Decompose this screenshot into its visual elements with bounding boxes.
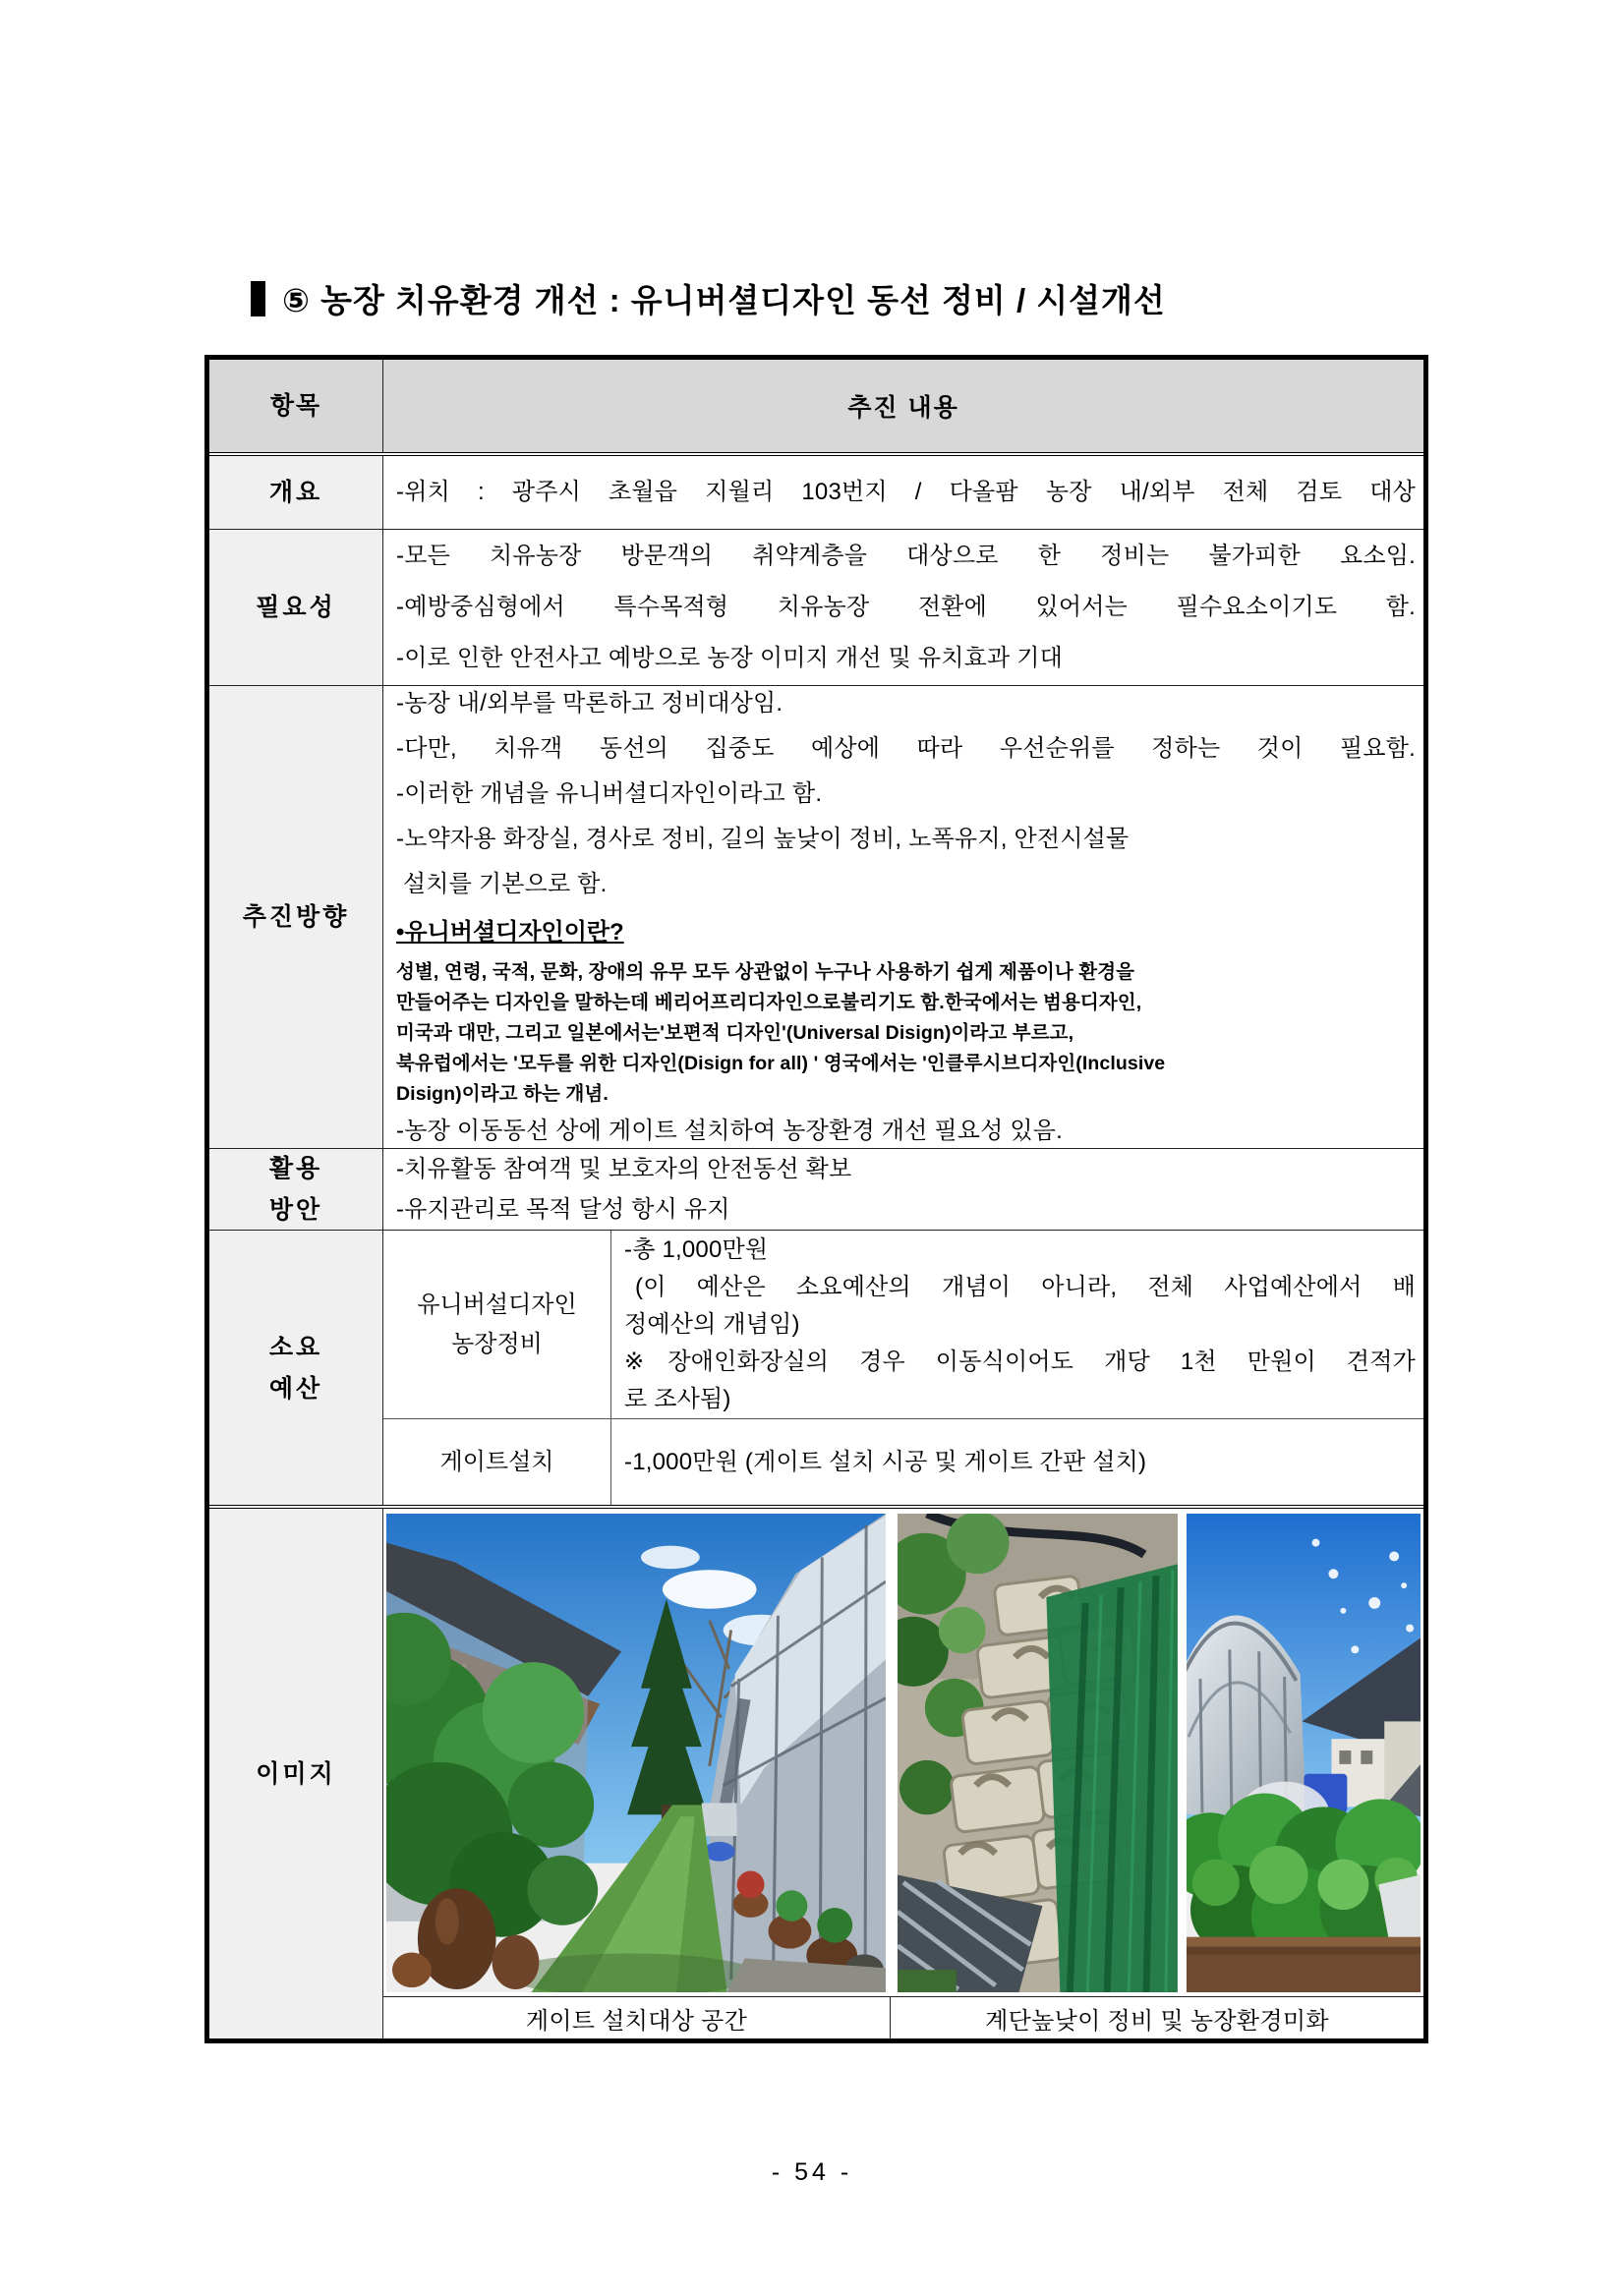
black-bar-icon [251, 281, 265, 316]
direction-line: -농장 내/외부를 막론하고 정비대상임. [396, 690, 783, 717]
row-direction-content [383, 686, 1423, 1148]
direction-line: -다만, 치유객 동선의 집중도 예상에 따라 우선순위를 정하는 것이 필요함. [396, 735, 1416, 762]
alley-photo-illustration [386, 1514, 886, 1992]
direction-note-line: 성별, 연령, 국적, 문화, 장애의 유무 모두 상관없이 누구나 사용하기 쉽게 제품이나 환경을 [396, 961, 1135, 983]
page-title [251, 275, 1166, 321]
steps-photo [898, 1514, 1178, 1992]
row-necessity [209, 530, 1423, 686]
direction-line: -이러한 개념을 유니버셜디자인이라고 함. [396, 780, 823, 807]
budget-desc-line: 로 조사됨) [624, 1385, 731, 1412]
budget-desc-line: 정예산의 개념임) [624, 1310, 800, 1338]
necessity-line: -모든 치유농장 방문객의 취약계층을 대상으로 한 정비는 불가피한 요소임. [396, 543, 1416, 569]
row-overview [209, 456, 1423, 530]
budget-desc-line: ※장애인화장실의 경우 이동식이어도 개당 1천 만원이 견적가 [624, 1348, 1416, 1375]
row-direction-label: 추진방향 [209, 686, 383, 1148]
caption-gate-area: 게이트 설치대상 공간 [383, 1997, 891, 2038]
row-necessity-label: 필요성 [209, 530, 383, 685]
row-overview-content [383, 456, 1423, 529]
universal-design-subheading: •유니버셜디자인이란? [396, 919, 624, 946]
images-content [383, 1509, 1423, 2038]
header-col-content: 추진 내용 [383, 360, 1423, 452]
caption-steps-beautification: 계단높낮이 정비 및 농장환경미화 [985, 2007, 1329, 2035]
direction-note-line: 북유럽에서는 '모두를 위한 디자인(Disign for all) ' 영국에서는 '인클루시브디자인(Inclusive [396, 1053, 1166, 1074]
necessity-line: -예방중심형에서 특수목적형 치유농장 전환에 있어서는 필수요소이기도 함. [396, 594, 1416, 620]
row-budget-label: 소요 예산 [209, 1231, 383, 1505]
budget-desc-line: -1,000만원 (게이트 설치 시공 및 게이트 간판 설치) [624, 1448, 1147, 1475]
caption-row [383, 1996, 1423, 2038]
necessity-line: -이로 인한 안전사고 예방으로 농장 이미지 개선 및 유치효과 기대 [396, 645, 1063, 671]
table-header-row [209, 360, 1423, 456]
budget-desc-line: -총 1,000만원 [624, 1235, 769, 1263]
row-images [209, 1505, 1423, 2038]
direction-note-line: Disign)이라고 하는 개념. [396, 1083, 609, 1105]
direction-line: -노약자용 화장실, 경사로 정비, 길의 높낮이 정비, 노폭유지, 안전시설물 [396, 826, 1130, 852]
row-utilization [209, 1149, 1423, 1231]
direction-note-line: 만들어주는 디자인을 말하는데 베리어프리디자인으로불리기도 함.한국에서는 범용디자인, [396, 992, 1142, 1013]
direction-line: 설치를 기본으로 함. [396, 871, 608, 897]
row-overview-label: 개요 [209, 456, 383, 529]
budget-item-name: 유니버설디자인 농장정비 [383, 1231, 611, 1418]
row-direction [209, 686, 1423, 1149]
greenhouse-photo [1187, 1514, 1421, 1992]
row-budget [209, 1231, 1423, 1505]
content-table [204, 355, 1428, 2043]
direction-last-line: -농장 이동동선 상에 게이트 설치하여 농장환경 개선 필요성 있음. [396, 1118, 1063, 1144]
row-images-label: 이미지 [209, 1509, 383, 2038]
budget-item-name: 게이트설치 [383, 1419, 611, 1505]
photo-strip [383, 1509, 1423, 1996]
budget-subtable [383, 1231, 1423, 1505]
row-utilization-content [383, 1149, 1423, 1230]
greenhouse-photo-illustration [1187, 1514, 1421, 1992]
row-necessity-content [383, 530, 1423, 685]
steps-photo-illustration [898, 1514, 1178, 1992]
utilization-line: -유지관리로 목적 달성 항시 유지 [396, 1196, 730, 1223]
budget-item-description [611, 1231, 1423, 1418]
header-col-item: 항목 [209, 360, 383, 452]
budget-item-universal-design [383, 1231, 1423, 1419]
page-title-text: ⑤ 농장 치유환경 개선 : 유니버셜디자인 동선 정비 / 시설개선 [282, 282, 1166, 318]
utilization-line: -치유활동 참여객 및 보호자의 안전동선 확보 [396, 1156, 852, 1182]
row-utilization-label: 활용 방안 [209, 1149, 383, 1230]
budget-item-description [611, 1419, 1423, 1505]
direction-note-line: 미국과 대만, 그리고 일본에서는'보편적 디자인'(Universal Disign)이라고 부르고, [396, 1022, 1074, 1044]
budget-item-gate [383, 1419, 1423, 1505]
budget-desc-line: (이 예산은 소요예산의 개념이 아니라, 전체 사업예산에서 배 [635, 1273, 1416, 1300]
page-number: - 54 - [771, 2158, 853, 2186]
alley-photo [386, 1514, 886, 1992]
overview-line: -위치 : 광주시 초월읍 지월리 103번지 / 다올팜 농장 내/외부 전체 검토 대상 [396, 479, 1416, 505]
